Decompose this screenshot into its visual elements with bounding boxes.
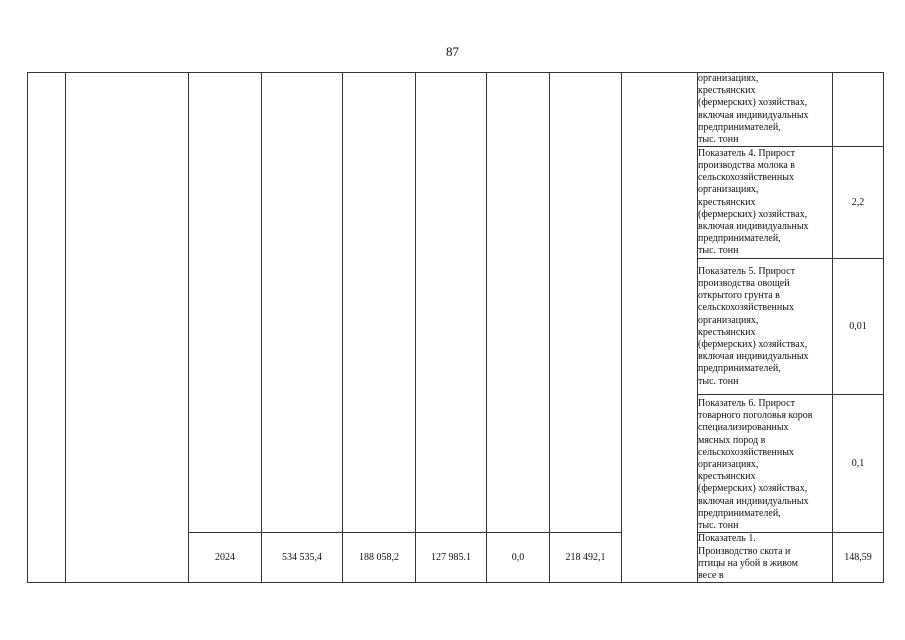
- indicator-text: включая индивидуальных: [698, 109, 809, 121]
- indicator-text: специализированных: [698, 422, 789, 434]
- cell-name: [66, 73, 189, 583]
- indicator-text: организациях,: [698, 73, 759, 84]
- cell-other: [550, 73, 622, 533]
- indicator-value: 148,59: [833, 533, 884, 583]
- indicator-text: Показатель 1.: [698, 533, 756, 545]
- indicator-text: предпринимателей,: [698, 507, 781, 519]
- indicator-cell: [698, 73, 833, 147]
- indicator-text: весе в: [698, 569, 724, 581]
- indicator-text: производства молока в: [698, 160, 795, 171]
- cell-number: [28, 73, 66, 583]
- indicator-text: товарного поголовья коров: [698, 410, 813, 422]
- cell-year: [189, 73, 262, 533]
- indicator-text: организациях,: [698, 314, 759, 326]
- indicator-text: открытого грунта в: [698, 290, 780, 302]
- indicator-value: [833, 73, 884, 147]
- indicator-cell: [698, 147, 833, 259]
- indicator-text: Показатель 4. Прирост: [698, 147, 795, 159]
- regional-value: 127 985.1: [416, 533, 487, 583]
- indicator-text: тыс. тонн: [698, 520, 739, 532]
- local-value: 0,0: [487, 533, 550, 583]
- cell-federal: [343, 73, 416, 533]
- indicator-text: сельскохозяйственных: [698, 172, 794, 184]
- other-value: 218 492,1: [550, 533, 622, 583]
- indicator-text: Показатель 6. Прирост: [698, 397, 795, 409]
- cell-total: [262, 73, 343, 533]
- indicator-value: 0,1: [833, 395, 884, 533]
- indicator-text: птицы на убой в живом: [698, 557, 799, 569]
- indicator-text: предпринимателей,: [698, 363, 781, 375]
- indicator-text: крестьянских: [698, 471, 756, 483]
- indicator-text: включая индивидуальных: [698, 221, 809, 233]
- indicator-value: 2,2: [833, 147, 884, 259]
- indicator-text: (фермерских) хозяйствах,: [698, 208, 808, 220]
- total-value: 534 535,4: [262, 533, 343, 583]
- indicator-value: 0,01: [833, 259, 884, 395]
- page-number: 87: [446, 44, 459, 59]
- federal-value: 188 058,2: [343, 533, 416, 583]
- indicator-text: включая индивидуальных: [698, 351, 809, 363]
- indicator-text: Производство скота и: [698, 545, 791, 557]
- indicator-text: мясных пород в: [698, 434, 766, 446]
- indicator-cell: [698, 259, 833, 395]
- indicator-text: сельскохозяйственных: [698, 302, 794, 314]
- indicator-text: (фермерских) хозяйствах,: [698, 483, 808, 495]
- indicator-text: организациях,: [698, 184, 759, 196]
- indicator-text: крестьянских: [698, 196, 756, 208]
- indicator-cell: [698, 533, 833, 583]
- indicator-text: предпринимателей,: [698, 233, 781, 245]
- cell-responsible: [622, 73, 698, 583]
- indicator-text: сельскохозяйственных: [698, 446, 794, 458]
- indicator-text: организациях,: [698, 459, 759, 470]
- indicator-text: Показатель 5. Прирост: [698, 265, 795, 277]
- indicator-text: тыс. тонн: [698, 134, 739, 146]
- indicator-text: предпринимателей,: [698, 121, 781, 133]
- cell-local: [487, 73, 550, 533]
- indicator-text: (фермерских) хозяйствах,: [698, 97, 808, 109]
- indicator-text: (фермерских) хозяйствах,: [698, 338, 808, 350]
- indicator-text: крестьянских: [698, 85, 756, 97]
- indicator-text: тыс. тонн: [698, 245, 739, 257]
- indicator-cell: [698, 395, 833, 533]
- indicator-text: производства овощей: [698, 277, 790, 289]
- indicator-text: крестьянских: [698, 326, 756, 338]
- indicator-text: тыс. тонн: [698, 375, 739, 387]
- cell-regional: [416, 73, 487, 533]
- program-table: [27, 72, 884, 583]
- table-row: [28, 73, 884, 147]
- indicator-text: включая индивидуальных: [698, 495, 809, 507]
- year-value: 2024: [189, 533, 262, 583]
